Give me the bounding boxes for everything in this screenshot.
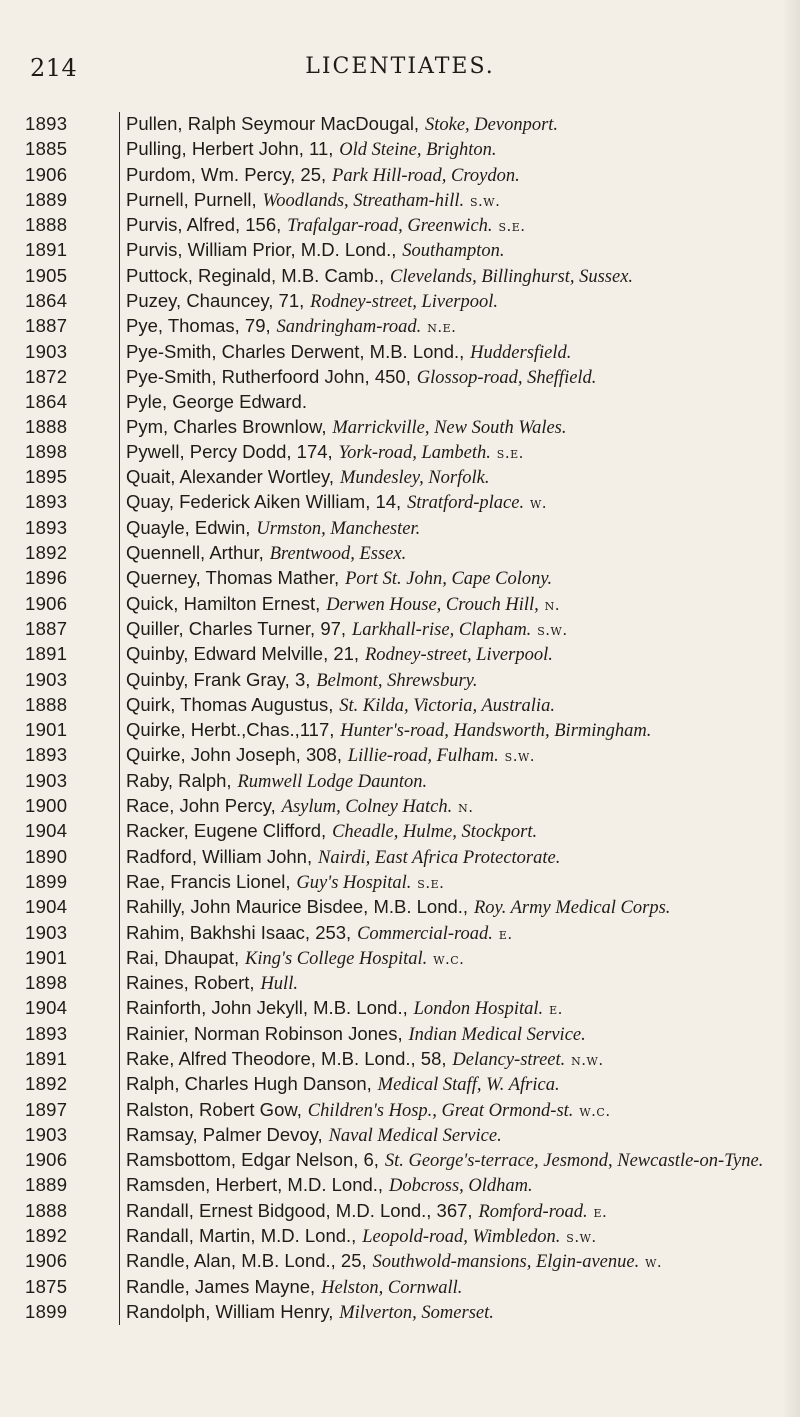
list-item (25, 895, 785, 920)
entry-name: Pulling, Herbert John, 11, (126, 138, 334, 160)
entry-text (119, 1072, 785, 1097)
entry-address: Medical Staff, W. Africa. (377, 1075, 560, 1096)
entry-year: 1906 (25, 1149, 68, 1171)
entry-text (119, 314, 785, 339)
entry-text (119, 668, 785, 693)
entry-name: Purvis, William Prior, M.D. Lond., (126, 239, 397, 261)
list-item (25, 870, 785, 895)
entry-name: Pym, Charles Brownlow, (126, 415, 327, 437)
entry-address: Delancy-street. (452, 1049, 566, 1070)
entry-name: Racker, Eugene Clifford, (126, 820, 327, 842)
list-item (25, 1148, 785, 1173)
entry-year: 1888 (25, 214, 68, 236)
entry-name: Raby, Ralph, (126, 769, 232, 791)
entry-text (119, 1275, 785, 1300)
entry-text (119, 794, 785, 819)
list-item (25, 264, 785, 289)
entry-name: Quick, Hamilton Ernest, (126, 592, 321, 614)
list-item (25, 440, 785, 465)
list-item (25, 1275, 785, 1300)
entry-name: Quait, Alexander Wortley, (126, 466, 335, 488)
entry-name: Pywell, Percy Dodd, 174, (126, 440, 333, 462)
entry-text (119, 390, 785, 414)
entry-text (119, 112, 785, 137)
entry-name: Rainier, Norman Robinson Jones, (126, 1022, 403, 1044)
entry-text (119, 188, 785, 213)
entry-text (119, 163, 785, 188)
entry-name: Ralston, Robert Gow, (126, 1098, 302, 1120)
entry-name: Randall, Ernest Bidgood, M.D. Lond., 367, (126, 1199, 473, 1221)
entry-name: Pye, Thomas, 79, (126, 315, 271, 337)
entry-text (119, 264, 785, 289)
entry-text (119, 1199, 785, 1224)
entry-year: 1905 (25, 264, 68, 286)
entry-name: Quennell, Arthur, (126, 542, 264, 564)
entry-year: 1903 (25, 769, 68, 791)
list-item (25, 415, 785, 440)
entry-text (119, 1173, 785, 1198)
list-item (25, 1173, 785, 1198)
entry-text (119, 1300, 785, 1325)
entry-year: 1888 (25, 1199, 68, 1221)
entry-year: 1892 (25, 542, 68, 564)
entry-address: Mundesley, Norfolk. (339, 468, 490, 489)
entry-district: e. (549, 1000, 563, 1019)
entry-year: 1901 (25, 946, 68, 968)
entry-year: 1897 (25, 1098, 68, 1120)
list-item (25, 819, 785, 844)
entry-address: Derwen House, Crouch Hill, (326, 594, 539, 615)
list-item (25, 365, 785, 390)
entry-address: Southampton. (402, 241, 505, 262)
entry-year: 1892 (25, 1225, 68, 1247)
entry-district: n. (544, 595, 561, 614)
entry-address: St. Kilda, Victoria, Australia. (339, 695, 555, 716)
entry-name: Radford, William John, (126, 845, 313, 867)
entry-text (119, 238, 785, 263)
entry-address: Nairdi, East Africa Protectorate. (317, 847, 561, 868)
entry-year: 1888 (25, 693, 68, 715)
entry-name: Pye-Smith, Rutherfoord John, 450, (126, 365, 411, 387)
entry-name: Pyle, George Edward. (126, 391, 307, 413)
entry-text (119, 1148, 785, 1173)
entry-text (119, 340, 785, 365)
entry-year: 1904 (25, 896, 68, 918)
entry-address: Romford-road. (478, 1201, 588, 1222)
entry-text (119, 642, 785, 667)
entry-text (119, 718, 785, 743)
entry-name: Rake, Alfred Theodore, M.B. Lond., 58, (126, 1047, 447, 1069)
entry-name: Purdom, Wm. Percy, 25, (126, 163, 327, 185)
entry-year: 1906 (25, 1250, 68, 1272)
entry-address: Lillie-road, Fulham. (347, 746, 499, 767)
entry-address: Rodney-street, Liverpool. (364, 645, 553, 666)
entry-year: 1885 (25, 138, 68, 160)
entry-year: 1864 (25, 391, 68, 413)
entry-text (119, 1123, 785, 1148)
entry-name: Quay, Federick Aiken William, 14, (126, 491, 402, 513)
entry-text (119, 971, 785, 996)
entry-name: Randle, James Mayne, (126, 1275, 316, 1297)
entry-text (119, 870, 785, 895)
page-number: 214 (30, 54, 78, 82)
entry-name: Randle, Alan, M.B. Lond., 25, (126, 1250, 367, 1272)
entry-year: 1903 (25, 1123, 68, 1145)
entry-address: Hunter's-road, Handsworth, Birmingham. (340, 721, 652, 742)
entry-district: w. (645, 1253, 663, 1272)
entry-text (119, 617, 785, 642)
entry-district: n.w. (571, 1050, 604, 1069)
list-item (25, 693, 785, 718)
entry-year: 1903 (25, 921, 68, 943)
entry-year: 1875 (25, 1275, 68, 1297)
entry-year: 1893 (25, 516, 68, 538)
entry-address: Leopold-road, Wimbledon. (362, 1227, 561, 1248)
entry-address: London Hospital. (413, 999, 544, 1020)
list-item (25, 516, 785, 541)
entry-address: Larkhall-rise, Clapham. (351, 619, 532, 640)
entry-text (119, 490, 785, 515)
list-item (25, 163, 785, 188)
entry-district: s.e. (498, 217, 526, 236)
entry-address: Cheadle, Hulme, Stockport. (332, 822, 538, 843)
list-item (25, 490, 785, 515)
entry-text (119, 1249, 785, 1274)
entry-year: 1893 (25, 113, 68, 134)
entry-name: Quinby, Edward Melville, 21, (126, 643, 360, 665)
entry-address: Guy's Hospital. (296, 872, 412, 893)
entry-year: 1893 (25, 491, 68, 513)
entry-district: n.e. (427, 318, 457, 337)
entry-address: Urmston, Manchester. (256, 518, 421, 539)
entry-name: Ralph, Charles Hugh Danson, (126, 1073, 372, 1095)
list-item (25, 946, 785, 971)
list-item (25, 1022, 785, 1047)
entry-district: w.c. (433, 949, 465, 968)
entry-text (119, 465, 785, 490)
list-item (25, 921, 785, 946)
entry-name: Raines, Robert, (126, 972, 255, 994)
entry-name: Randolph, William Henry, (126, 1300, 334, 1322)
entry-district: n. (458, 798, 474, 817)
entry-address: Naval Medical Service. (328, 1125, 502, 1146)
list-item (25, 1300, 785, 1325)
entry-text (119, 566, 785, 591)
entry-name: Rahilly, John Maurice Bisdee, M.B. Lond., (126, 896, 469, 918)
entry-text (119, 137, 785, 162)
list-item (25, 1224, 785, 1249)
entry-name: Rai, Dhaupat, (126, 946, 240, 968)
list-item (25, 592, 785, 617)
entry-district: s.e. (417, 873, 445, 892)
entry-name: Rainforth, John Jekyll, M.B. Lond., (126, 997, 408, 1019)
list-item (25, 668, 785, 693)
entry-address: Old Steine, Brighton. (339, 140, 497, 161)
entry-address: York-road, Lambeth. (338, 442, 491, 463)
list-item (25, 566, 785, 591)
entry-address: Stoke, Devonport. (424, 115, 559, 135)
list-item (25, 238, 785, 263)
entry-address: Rumwell Lodge Daunton. (237, 771, 428, 792)
entry-year: 1890 (25, 845, 68, 867)
entry-text (119, 1098, 785, 1123)
entry-text (119, 996, 785, 1021)
entry-address: Asylum, Colney Hatch. (281, 797, 453, 818)
entry-address: Commercial-road. (357, 923, 493, 944)
list-item (25, 314, 785, 339)
entry-year: 1903 (25, 668, 68, 690)
entry-year: 1891 (25, 643, 68, 665)
list-item (25, 617, 785, 642)
entry-text (119, 440, 785, 465)
entry-name: Quirke, Herbt.,Chas.,117, (126, 719, 335, 741)
entry-text (119, 213, 785, 238)
entry-address: Stratford-place. (407, 493, 525, 514)
entry-year: 1898 (25, 440, 68, 462)
list-item (25, 718, 785, 743)
entry-year: 1899 (25, 870, 68, 892)
entry-text (119, 1022, 785, 1047)
list-item (25, 188, 785, 213)
entry-district: e. (498, 924, 513, 943)
entry-district: w. (529, 494, 548, 513)
entry-text (119, 769, 785, 794)
entry-address: Rodney-street, Liverpool. (310, 292, 499, 313)
entry-year: 1872 (25, 365, 68, 387)
entry-text (119, 845, 785, 870)
list-item (25, 845, 785, 870)
entry-address: Dobcross, Oldham. (388, 1176, 533, 1197)
entry-name: Quirke, John Joseph, 308, (126, 744, 342, 766)
running-title: LICENTIATES. (305, 54, 495, 79)
entry-year: 1901 (25, 719, 68, 741)
entry-year: 1893 (25, 744, 68, 766)
entry-name: Rahim, Bakhshi Isaac, 253, (126, 921, 352, 943)
entry-text (119, 693, 785, 718)
entry-year: 1906 (25, 592, 68, 614)
entry-year: 1889 (25, 188, 68, 210)
entry-address: Park Hill-road, Croydon. (332, 165, 520, 186)
entry-address: Marrickville, New South Wales. (332, 417, 567, 438)
entry-year: 1904 (25, 997, 68, 1019)
entry-text (119, 516, 785, 541)
entry-text (119, 946, 785, 971)
entry-name: Ramsden, Herbert, M.D. Lond., (126, 1174, 384, 1196)
entry-text (119, 415, 785, 440)
list-item (25, 340, 785, 365)
list-item (25, 1072, 785, 1097)
list-item (25, 112, 785, 137)
entry-address: Sandringham-road. (276, 317, 422, 338)
entry-name: Purvis, Alfred, 156, (126, 214, 282, 236)
entry-address: Huddersfield. (470, 342, 572, 363)
entry-name: Quirk, Thomas Augustus, (126, 693, 334, 715)
page-edge-shadow (782, 0, 800, 1417)
entry-name: Ramsbottom, Edgar Nelson, 6, (126, 1149, 379, 1171)
entry-text (119, 365, 785, 390)
entry-year: 1900 (25, 795, 68, 817)
entry-year: 1891 (25, 1047, 68, 1069)
entry-year: 1893 (25, 1022, 68, 1044)
list-item (25, 1098, 785, 1123)
entry-name: Puzey, Chauncey, 71, (126, 290, 305, 312)
list-item (25, 390, 785, 414)
entry-district: s.e. (496, 443, 524, 462)
entry-name: Quiller, Charles Turner, 97, (126, 617, 347, 639)
entry-year: 1887 (25, 617, 68, 639)
entry-address: Brentwood, Essex. (269, 544, 407, 565)
entry-name: Pullen, Ralph Seymour MacDougal, (126, 113, 420, 134)
entry-text (119, 819, 785, 844)
entry-year: 1864 (25, 290, 68, 312)
entry-text (119, 289, 785, 314)
list-item (25, 642, 785, 667)
entry-address: Indian Medical Service. (408, 1024, 586, 1045)
entry-address: Woodlands, Streatham-hill. (262, 190, 465, 211)
entry-list (25, 112, 785, 1325)
list-item (25, 996, 785, 1021)
entry-name: Querney, Thomas Mather, (126, 567, 340, 589)
entry-year: 1895 (25, 466, 68, 488)
entry-district: e. (593, 1202, 608, 1221)
entry-address: Glossop-road, Sheffield. (416, 367, 597, 388)
entry-text (119, 921, 785, 946)
entry-address: Helston, Cornwall. (321, 1277, 463, 1298)
entry-district: s.w. (537, 620, 568, 639)
entry-name: Rae, Francis Lionel, (126, 870, 291, 892)
list-item (25, 137, 785, 162)
entry-address: King's College Hospital. (245, 948, 428, 969)
entry-name: Randall, Martin, M.D. Lond., (126, 1225, 357, 1247)
entry-text (119, 895, 785, 920)
entry-text (119, 592, 785, 617)
entry-year: 1899 (25, 1300, 68, 1322)
entry-district: s.w. (504, 747, 536, 766)
entry-district: s.w. (470, 191, 501, 210)
list-item (25, 794, 785, 819)
entry-name: Pye-Smith, Charles Derwent, M.B. Lond., (126, 340, 465, 362)
entry-address: Belmont, Shrewsbury. (316, 670, 478, 691)
list-item (25, 743, 785, 768)
list-item (25, 541, 785, 566)
list-item (25, 1199, 785, 1224)
entry-address: Hull. (260, 974, 298, 995)
entry-year: 1892 (25, 1073, 68, 1095)
list-item (25, 1047, 785, 1072)
entry-name: Quayle, Edwin, (126, 516, 251, 538)
list-item (25, 465, 785, 490)
entry-year: 1903 (25, 340, 68, 362)
entry-year: 1888 (25, 415, 68, 437)
entry-year: 1889 (25, 1174, 68, 1196)
entry-address: St. George's-terrace, Jesmond, Newcastle-on-Tyne. (384, 1151, 764, 1172)
entry-name: Quinby, Frank Gray, 3, (126, 668, 311, 690)
entry-name: Race, John Percy, (126, 795, 276, 817)
list-item (25, 971, 785, 996)
entry-year: 1904 (25, 820, 68, 842)
list-item (25, 1123, 785, 1148)
entry-address: Roy. Army Medical Corps. (473, 898, 671, 919)
entry-address: Southwold-mansions, Elgin-avenue. (372, 1252, 640, 1273)
entry-address: Port St. John, Cape Colony. (345, 569, 553, 590)
entry-year: 1898 (25, 972, 68, 994)
entry-text (119, 541, 785, 566)
entry-district: s.w. (566, 1228, 597, 1247)
entry-text (119, 743, 785, 768)
list-item (25, 1249, 785, 1274)
entry-name: Purnell, Purnell, (126, 188, 257, 210)
entry-year: 1891 (25, 239, 68, 261)
list-item (25, 769, 785, 794)
entry-address: Clevelands, Billinghurst, Sussex. (389, 266, 634, 287)
entry-text (119, 1047, 785, 1072)
entry-district: w.c. (579, 1101, 611, 1120)
entry-year: 1906 (25, 163, 68, 185)
entry-name: Ramsay, Palmer Devoy, (126, 1123, 323, 1145)
entry-address: Trafalgar-road, Greenwich. (287, 216, 493, 237)
entry-year: 1896 (25, 567, 68, 589)
entry-year: 1887 (25, 315, 68, 337)
entry-address: Children's Hosp., Great Ormond-st. (307, 1100, 574, 1121)
entry-address: Milverton, Somerset. (339, 1302, 494, 1323)
entry-text (119, 1224, 785, 1249)
entry-name: Puttock, Reginald, M.B. Camb., (126, 264, 385, 286)
list-item (25, 289, 785, 314)
list-item (25, 213, 785, 238)
